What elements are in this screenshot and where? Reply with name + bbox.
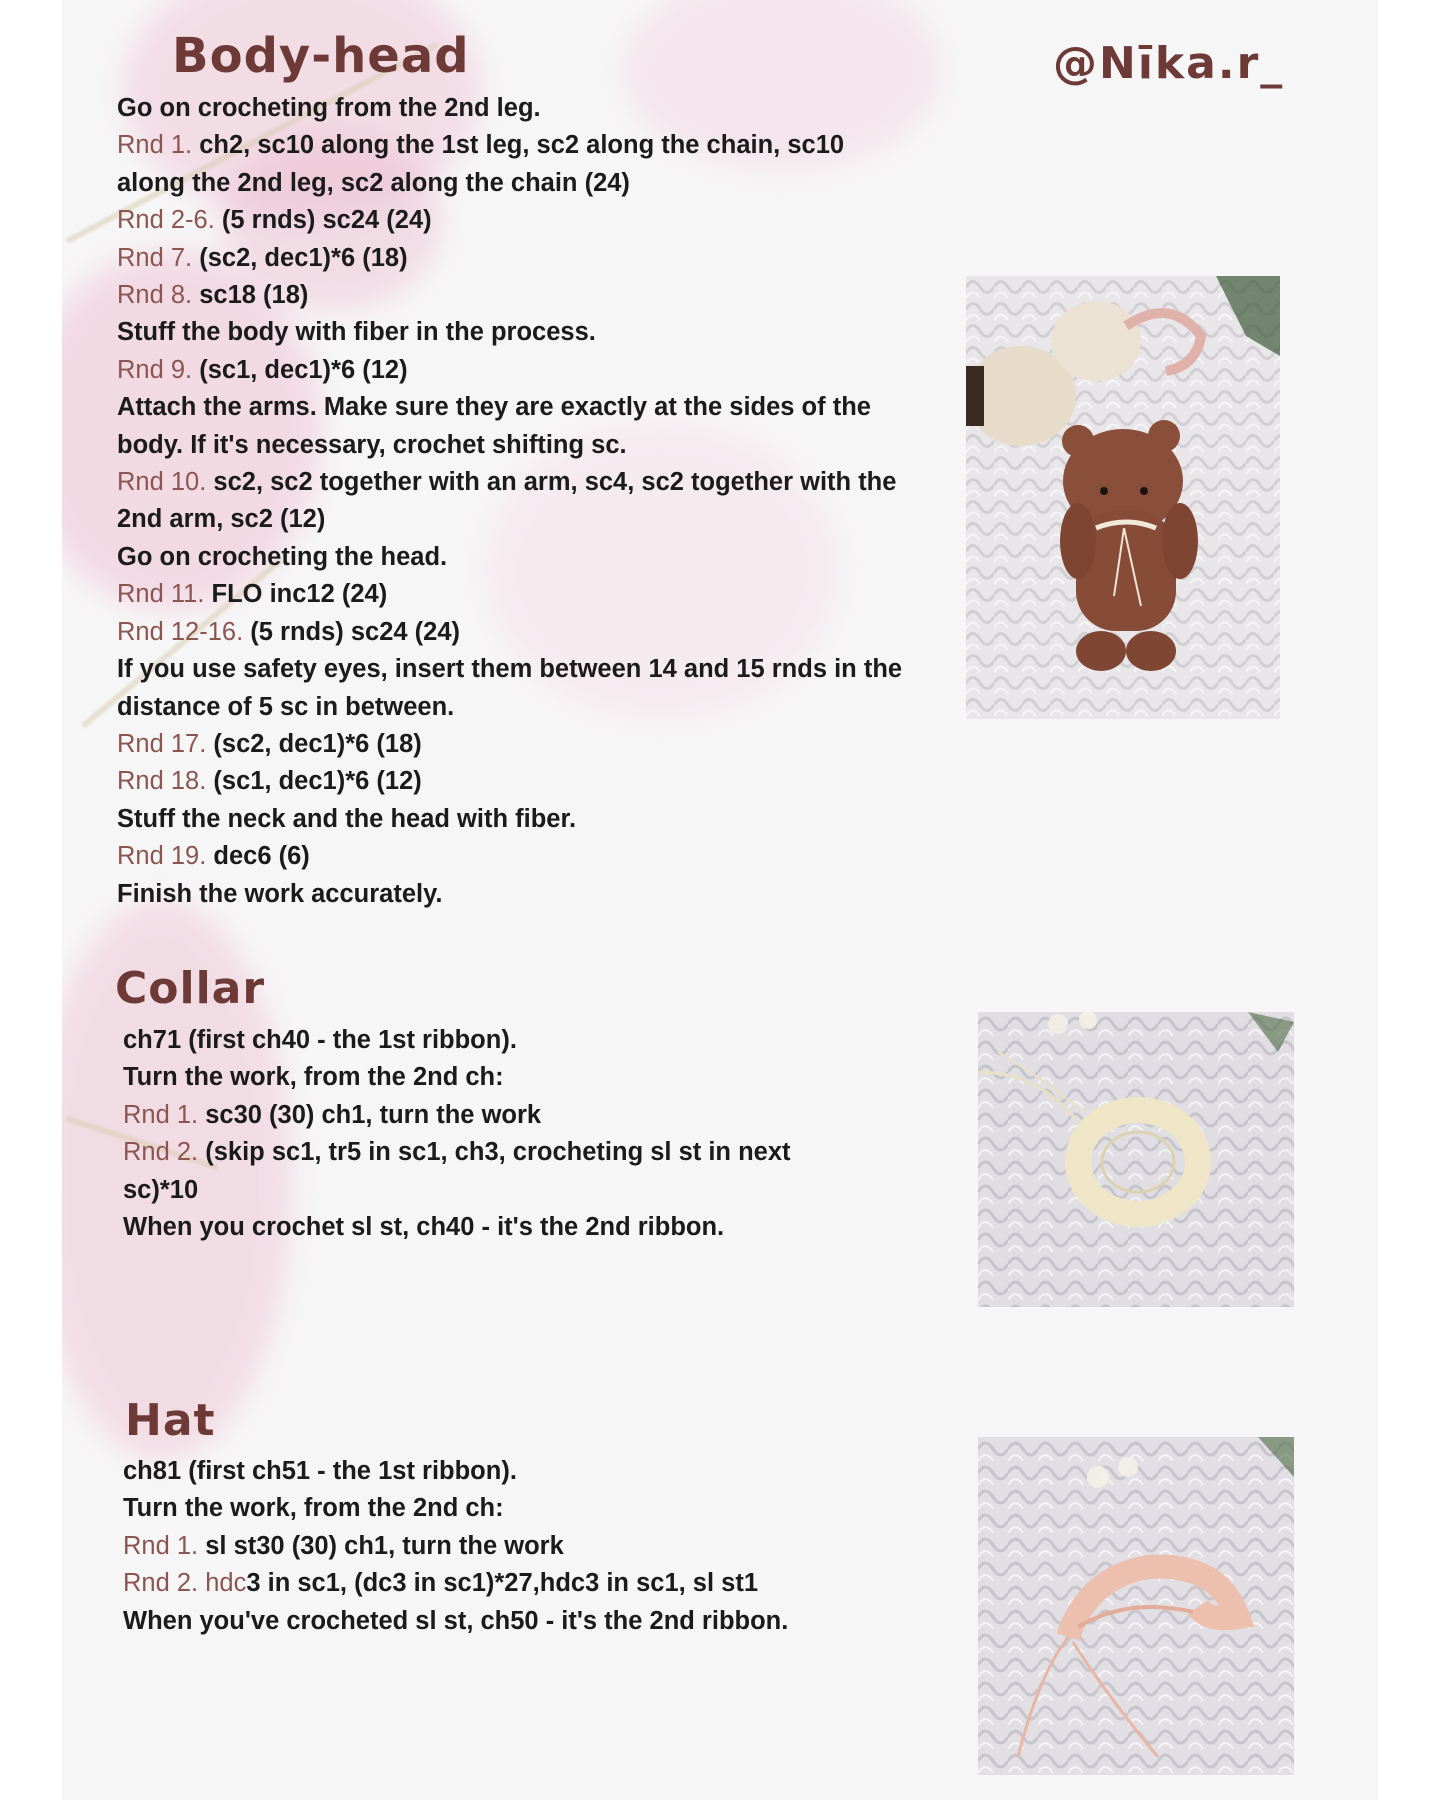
body-head-line	[117, 277, 902, 314]
body-head-line	[117, 539, 902, 576]
section-title-body-head: Body-head	[172, 28, 470, 84]
collar-line	[123, 1097, 791, 1134]
round-label: Rnd 1.	[117, 131, 193, 160]
hat-line	[123, 1528, 788, 1565]
instruction-text: 2nd arm, sc2 (12)	[117, 505, 326, 534]
round-label: Rnd 19.	[117, 842, 207, 871]
round-label: Rnd 11.	[117, 580, 205, 609]
instruction-text: sc2, sc2 together with an arm, sc4, sc2 together with the	[206, 468, 897, 497]
hat-line	[123, 1453, 788, 1490]
round-label: Rnd 8.	[117, 281, 193, 310]
collar-line	[123, 1022, 791, 1059]
instruction-text: Finish the work accurately.	[117, 879, 443, 908]
body-head-line	[117, 501, 902, 538]
collar-line	[123, 1134, 791, 1171]
instruction-text: sl st30 (30) ch1, turn the work	[198, 1531, 564, 1560]
instruction-text: Turn the work, from the 2nd ch:	[123, 1063, 504, 1092]
instruction-text: Stuff the body with fiber in the process.	[117, 318, 596, 347]
instruction-text: If you use safety eyes, insert them between 14 and 15 rnds in the	[117, 655, 903, 684]
instruction-text: (5 rnds) sc24 (24)	[243, 617, 461, 646]
section-title-collar: Collar	[115, 963, 266, 1014]
body-head-line	[117, 314, 902, 351]
round-label: Rnd 2. hdc	[123, 1569, 247, 1598]
round-label: Rnd 9.	[117, 355, 193, 384]
author-handle: @Nīka.r_	[1053, 38, 1285, 89]
instruction-text: sc30 (30) ch1, turn the work	[198, 1100, 542, 1129]
instruction-text: along the 2nd leg, sc2 along the chain (24)	[117, 168, 630, 197]
body-head-line	[117, 614, 902, 651]
round-label: Rnd 17.	[117, 729, 207, 758]
body-head-line	[117, 689, 902, 726]
body-head-line	[117, 464, 902, 501]
body-head-line	[117, 576, 902, 613]
body-head-line	[117, 240, 902, 277]
section-title-hat: Hat	[125, 1395, 216, 1446]
instruction-text: When you crochet sl st, ch40 - it's the 2nd ribbon.	[123, 1213, 725, 1242]
body-head-line-list	[117, 127, 902, 913]
round-label: Rnd 12-16.	[117, 617, 244, 646]
instruction-text: FLO inc12 (24)	[204, 580, 388, 609]
body-head-line	[117, 427, 902, 464]
body-head-line	[117, 352, 902, 389]
instruction-text: sc)*10	[123, 1175, 199, 1204]
round-label: Rnd 7.	[117, 243, 193, 272]
instruction-text: ch71 (first ch40 - the 1st ribbon).	[123, 1026, 517, 1054]
bear-photo	[966, 276, 1280, 719]
instruction-text: Turn the work, from the 2nd ch:	[123, 1494, 504, 1523]
instruction-text: 3 in sc1, (dc3 in sc1)*27,hdc3 in sc1, sl st1	[246, 1569, 759, 1598]
round-label: Rnd 2.	[123, 1138, 199, 1167]
collar-line	[123, 1172, 791, 1209]
round-label: Rnd 1.	[123, 1100, 199, 1129]
hat-line	[123, 1603, 788, 1640]
collar-line	[123, 1209, 791, 1246]
body-head-line	[117, 202, 902, 239]
body-head-line	[117, 389, 902, 426]
body-head-line	[117, 838, 902, 875]
body-head-line	[117, 127, 902, 164]
instruction-text: Attach the arms. Make sure they are exactly at the sides of the	[117, 393, 871, 422]
instruction-text: When you've crocheted sl st, ch50 - it's the 2nd ribbon.	[123, 1606, 789, 1635]
body-head-line	[117, 651, 902, 688]
instruction-text: (sc2, dec1)*6 (18)	[192, 243, 408, 272]
hat-photo	[978, 1437, 1294, 1775]
body-head-line	[117, 876, 902, 913]
round-label: Rnd 10.	[117, 468, 207, 497]
hat-instructions	[123, 1453, 788, 1640]
hat-line-list	[123, 1453, 788, 1640]
hat-line	[123, 1490, 788, 1527]
hat-line	[123, 1565, 788, 1602]
instruction-text: distance of 5 sc in between.	[117, 692, 455, 721]
collar-photo	[978, 1012, 1294, 1307]
collar-line	[123, 1059, 791, 1096]
intro-line: Go on crocheting from the 2nd leg.	[117, 94, 541, 122]
instruction-text: (sc2, dec1)*6 (18)	[206, 729, 422, 758]
instruction-text: (sc1, dec1)*6 (12)	[206, 767, 422, 796]
body-head-line	[117, 726, 902, 763]
instruction-text: Stuff the neck and the head with fiber.	[117, 804, 577, 833]
body-head-line	[117, 763, 902, 800]
instruction-text: (sc1, dec1)*6 (12)	[192, 355, 408, 384]
round-label: Rnd 2-6.	[117, 206, 215, 235]
collar-line-list	[123, 1022, 791, 1246]
instruction-text: ch2, sc10 along the 1st leg, sc2 along the chain, sc10	[192, 131, 845, 160]
round-label: Rnd 18.	[117, 767, 207, 796]
body-head-line	[117, 165, 902, 202]
instruction-text: sc18 (18)	[192, 281, 309, 310]
instruction-text: (skip sc1, tr5 in sc1, ch3, crocheting sl st in next	[198, 1138, 791, 1167]
instruction-text: body. If it's necessary, crochet shifting sc.	[117, 430, 627, 459]
body-head-line	[117, 801, 902, 838]
instruction-text: dec6 (6)	[206, 842, 310, 871]
round-label: Rnd 1.	[123, 1531, 199, 1560]
body-head-instructions	[117, 90, 902, 913]
collar-instructions	[123, 1022, 791, 1246]
instruction-text: Go on crocheting the head.	[117, 542, 448, 571]
instruction-text: (5 rnds) sc24 (24)	[214, 206, 432, 235]
instruction-text: ch81 (first ch51 - the 1st ribbon).	[123, 1457, 517, 1485]
